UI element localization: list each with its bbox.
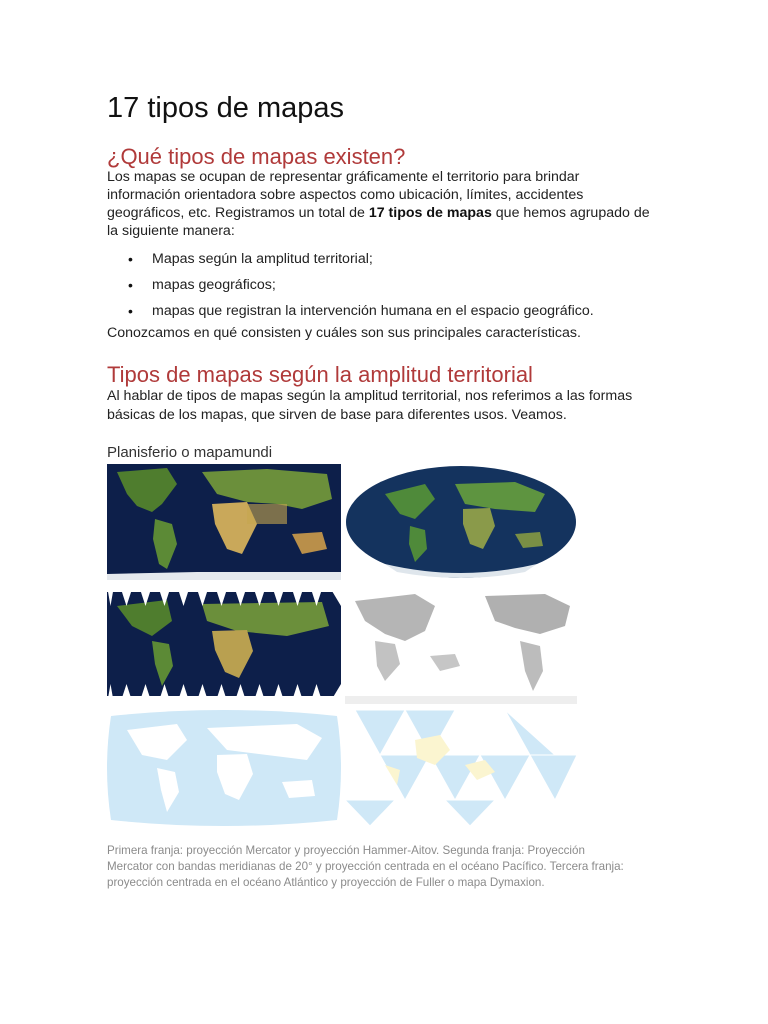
section-heading-amplitud: Tipos de mapas según la amplitud territorial — [107, 362, 533, 387]
figure-caption: Primera franja: proyección Mercator y proyección Hammer-Aitov. Segunda franja: Proyección Mercator con bandas meridianas de 20° y proyección centrada en el océano Pacífico. Tercera franja: proyección centrada en el océano Atlántico y proyección de Fuller o mapa Dymaxion. — [107, 844, 624, 889]
section-heading-tipos: ¿Qué tipos de mapas existen? — [107, 144, 406, 169]
bold-count: 17 tipos de mapas — [368, 205, 492, 221]
map-categories-list — [107, 246, 652, 324]
amplitud-paragraph: Al hablar de tipos de mapas según la amplitud territorial, nos referimos a las formas básicas de los mapas, que sirven de base para diferentes usos. Veamos. — [107, 388, 633, 423]
list-item: • mapas geográficos; — [107, 272, 652, 298]
subheading-planisferio: Planisferio o mapamundi — [107, 444, 273, 461]
hammer-aitov-map-image — [345, 464, 577, 580]
intro-paragraph: Los mapas se ocupan de representar gráficamente el territorio para brindar información orientadora sobre aspectos como ubicación, límites, accidentes geográficos, etc. Registramos un total de 17 tipos de mapas que hemos agrupado de la siguiente manera: — [107, 169, 650, 239]
interrupted-mercator-map-image — [107, 586, 341, 704]
page-title: 17 tipos de mapas — [107, 92, 344, 124]
pacific-centered-map-image — [345, 586, 577, 704]
closing-paragraph: Conozcamos en qué consisten y cuáles son sus principales características. — [107, 325, 581, 341]
list-item: • Mapas según la amplitud territorial; — [107, 246, 652, 272]
mercator-map-image — [107, 464, 341, 580]
list-item: • mapas que registran la intervención humana en el espacio geográfico. — [107, 298, 652, 324]
map-image-grid — [107, 464, 577, 826]
atlantic-centered-map-image — [107, 710, 341, 826]
dymaxion-map-image — [345, 710, 577, 826]
